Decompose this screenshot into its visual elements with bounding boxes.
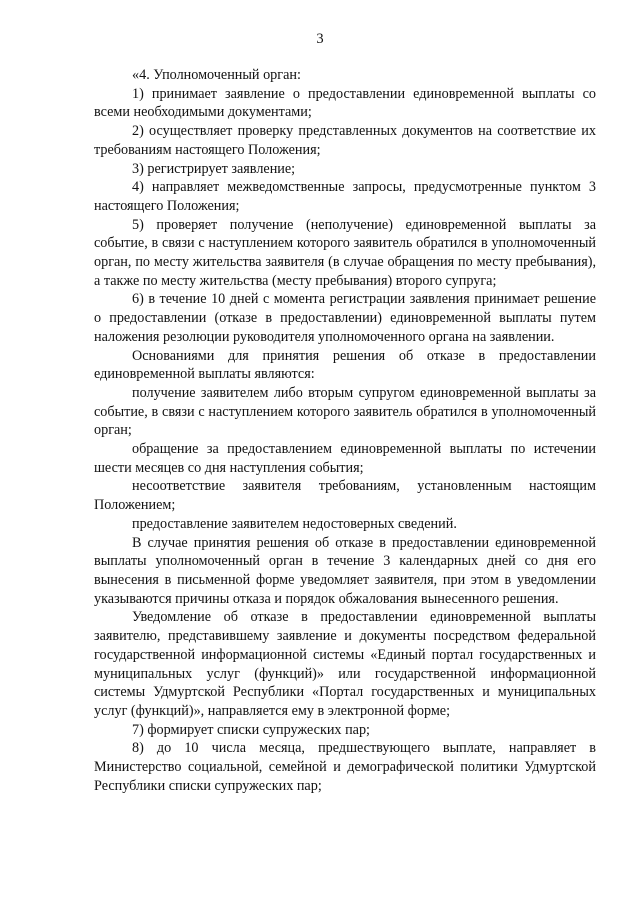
paragraph-item-5: 5) проверяет получение (неполучение) единовременной выплаты за событие, в связи с наступлением которого заявитель обратился в уполномоченный орган, по месту жительства заявителя (в случае обращения по месту пребывания), а также по месту жительства (месту пребывания) второго супруга;	[94, 216, 596, 289]
paragraph-electronic-notice: Уведомление об отказе в предоставлении единовременной выплаты заявителю, представившему заявление и документы посредством федеральной государственной информационной системы «Единый портал государственных и муниципальных услуг (функций)» или государственной информационной системы Удмуртской Республики «Портал государственных и муниципальных услуг (функций)», направляется ему в электронной форме;	[94, 609, 596, 719]
paragraph-item-6: 6) в течение 10 дней с момента регистрации заявления принимает решение о предоставлении (отказе в предоставлении) единовременной выплаты путем наложения резолюции руководителя уполномоченного органа на заявлении.	[94, 291, 596, 345]
page-number: 3	[316, 31, 324, 47]
paragraph-item-3: 3) регистрирует заявление;	[132, 160, 296, 177]
paragraph-ground-4: предоставление заявителем недостоверных сведений.	[132, 515, 457, 532]
section-heading: «4. Уполномоченный орган:	[132, 67, 301, 83]
paragraph-item-1: 1) принимает заявление о предоставлении единовременной выплаты со всеми необходимыми документами;	[94, 85, 596, 121]
paragraph-ground-3: несоответствие заявителя требованиям, установленным настоящим Положением;	[94, 478, 596, 514]
paragraph-item-8: 8) до 10 числа месяца, предшествующего выплате, направляет в Министерство социальной, семейной и демографической политики Удмуртской Республики списки супружеских пар;	[94, 740, 596, 794]
paragraph-item-4: 4) направляет межведомственные запросы, предусмотренные пунктом 3 настоящего Положения;	[94, 179, 596, 214]
paragraph-ground-1: получение заявителем либо вторым супругом единовременной выплаты за событие, в связи с наступлением которого заявитель обратился в уполномоченный орган;	[94, 384, 596, 439]
document-body	[94, 66, 596, 795]
paragraph-grounds-intro: Основаниями для принятия решения об отказе в предоставлении единовременной выплаты являются:	[94, 347, 596, 383]
paragraph-ground-2: обращение за предоставлением единовременной выплаты по истечении шести месяцев со дня наступления события;	[94, 441, 596, 476]
paragraph-refusal-notice: В случае принятия решения об отказе в предоставлении единовременной выплаты уполномоченный орган в течение 3 календарных дней со дня его вынесения в письменной форме уведомляет заявителя, при этом в уведомлении указываются причины отказа и порядок обжалования вынесенного решения.	[94, 534, 596, 607]
paragraph-item-2: 2) осуществляет проверку представленных документов на соответствие их требованиям настоящего Положения;	[94, 123, 596, 158]
paragraph-item-7: 7) формирует списки супружеских пар;	[132, 721, 370, 738]
